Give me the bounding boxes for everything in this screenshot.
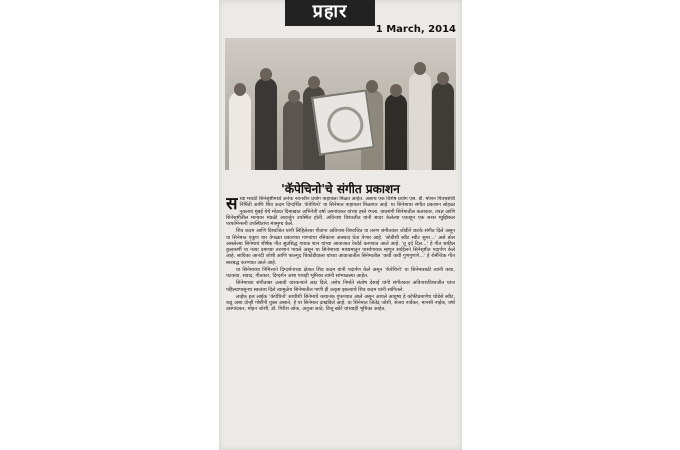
photo-person-head — [308, 76, 320, 89]
photo-person-head — [390, 84, 402, 97]
article-headline: 'कॅपेचिनो'चे संगीत प्रकाशन — [281, 182, 400, 196]
photo-person — [385, 94, 407, 170]
event-photo — [225, 38, 456, 170]
photo-person — [255, 78, 277, 170]
photo-person-head — [414, 62, 426, 75]
article-paragraph: शिव कदम आणि विश्वजित यांनी लिहिलेल्या गीतांना अविनाश-विश्वजित या तरुण संगीतकार जोडीने छटके संगीत दिले असून या सिनेमात एकूण चार वेगळ्या प्रकारच्या गाण्यांचा रसिकांना आस्वाद घेता येणार आहे. 'सोडीशी स्वीट स्वीट सुगर...' असे बोल असलेल्या सिनेमाचं शीर्षक गीत सुप्रसिद्ध गायक शान यांच्या आवाजात रेकॉर्ड करण्यात आले आहे. 'तू दर्द दिल...' हे गीत साहिल कुलकर्णी या नव्या दमाच्या तरुणानं गायले असून या सिनेमाच्या माध्यमातून पार्श्वगायक म्हणून साहिलने सिनेसृष्टीत पदार्पण केले आहे. सायिका आनंदी जोशी आणि फाल्गुद चिकोडीवाला यांच्या आवाजातील सिनेमातील 'कधी कधी गुणगुणणे...' हे रोमँन्टिक गीत स्वरबद्ध करण्यात आले आहे. — [226, 228, 455, 266]
photo-person-head — [437, 72, 449, 85]
publication-date: 1 March, 2014 — [375, 24, 456, 35]
photo-person — [432, 82, 454, 170]
article-paragraph: सिनेमाच्या संगीताबर उत्सवी वारकऱ्यांने लक्ष दिले, तसेच निर्माते संतोष देसाई यांनी संगीतकार अविनाशविश्वजीत यांना पहिल्यापासूनच स्वातंत्र्य दिले त्यामुळेच सिनेमातील गाणी ही उत्कृष्ट झाल्याचे शिव कदम यांनी सांगितले. — [226, 280, 455, 293]
article-paragraph: सध्या मराठी सिनेसृष्टीमध्ये अनेक नवनवीन प्रयोग पाहायला मिळत आहेत. असाच एक विशेष प्रयोग एस. डी. मोशन पिक्चर्सची निर्मिती आणि शिव कदम दिग्दर्शित 'कॅपेचिनो' या सिनेमात पाहायला मिळणार आहे. या सिनेमाचा संगीत प्रकाशन सोहळा नुकताच मुंबई येथे मोठ्या दिमाखात अभिनेत्री वर्षा उसगांवकर यांच्या हस्ते रंगला. याप्रसंगी सिनेमातील कलाकार, तंत्रज्ञ आणि सिनेसृष्टीतील मान्यवर मंडळी आवर्जून उपस्थित होती. अविनाश विश्वजीत यांनी सादर केलेल्या एकाहून एक सरस म्युझिकल परफॉर्मन्सनी उपस्थितांना मंत्रमुग्ध केले. — [226, 196, 455, 227]
photo-person — [409, 72, 431, 170]
photo-person-head — [366, 80, 378, 93]
photo-person — [229, 92, 251, 170]
newspaper-clipping — [219, 0, 462, 450]
photo-person-head — [288, 90, 300, 103]
drop-cap: स — [226, 196, 238, 214]
album-poster — [311, 89, 375, 155]
photo-person — [283, 100, 305, 170]
photo-person-head — [234, 83, 246, 96]
article-paragraph: या सिनेमाच्या निमित्ताने दिग्दर्शनाच्या क्षेत्रात शिव कदम यांनी पदार्पण केले असून 'कॅपेचिनो' या सिनेमासाठी त्यांनी कथा, पटकथा, संवाद, गीतकार, दिग्दर्शन अशा पाचही भूमिका त्यांनी सांभाळल्या आहेत. — [226, 266, 455, 279]
article-paragraph: लाईफ इज लाईक 'कॅपेचिनो' साधीशी सिनेमाचे कथानक गुंफण्यात आले असून आपले आयुष्य हे कॉफीप्रमाणेच थोडेसे स्वीट, कडू अशा दोन्ही गोष्टींनी युक्त असाते, हे या सिनेमात दाखविले आहे. या सिनेमात जितेंद्र जोशी, संजय नार्वेकर, मानसी नाईक, वर्षा उसगांवकर, मोहन जोशी, डॉ. गिरीश ओक, अनुजा साठे, विजू खोटे यांच्याही भूमिका आहेत. — [226, 293, 455, 313]
article-body — [226, 196, 455, 446]
photo-person-head — [260, 68, 272, 81]
newspaper-masthead: प्रहार — [285, 0, 375, 26]
